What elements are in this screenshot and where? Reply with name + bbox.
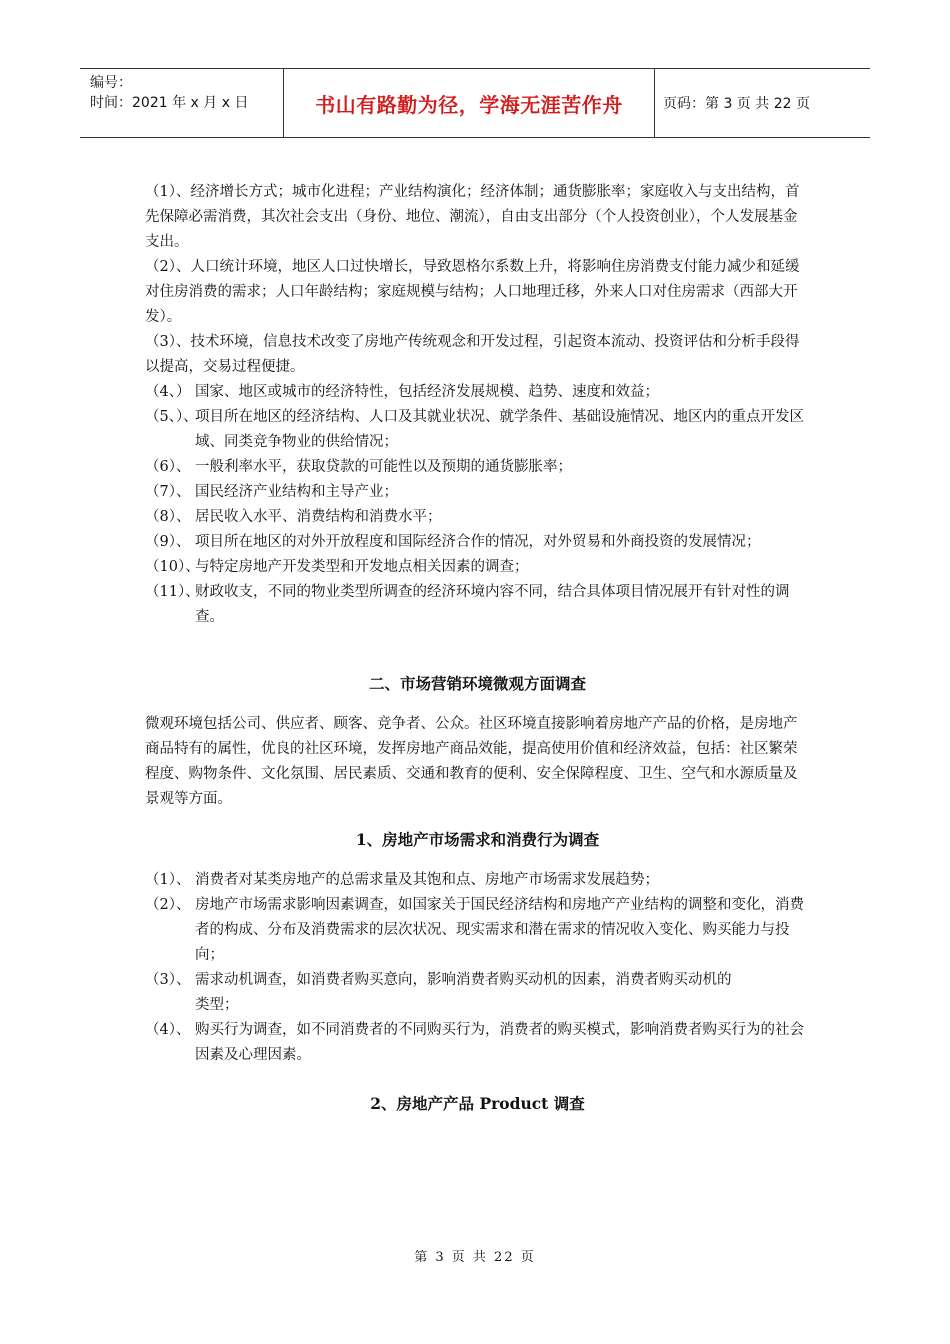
list-item-number: （7）、: [145, 484, 191, 500]
list-item: [145, 380, 810, 405]
list-item-number: （11）、: [145, 584, 200, 600]
list-item: [145, 530, 810, 555]
list-item-text: 一般利率水平，获取贷款的可能性以及预期的通货膨胀率；: [195, 459, 572, 475]
list-item: [145, 330, 810, 380]
header-motto: 书山有路勤为径，学海无涯苦作舟: [283, 69, 655, 137]
list-item: [145, 1018, 810, 1068]
header-meta: [80, 69, 283, 137]
list-item-text: 类型；: [195, 997, 239, 1013]
list-item-text: 国民经济产业结构和主导产业；: [195, 484, 398, 500]
list-item-text: 购买行为调查，如不同消费者的不同购买行为，消费者的购买模式，影响消费者购买行为的社会因素及心理因素。: [195, 1022, 804, 1063]
list-item: [145, 405, 810, 455]
document-number-label: 编号：: [90, 75, 132, 91]
list-item-number: （5、）、: [145, 409, 198, 425]
list-item: [145, 455, 810, 480]
list-item: [145, 968, 810, 993]
list-item-number: （1）、: [145, 872, 191, 888]
list-item: [145, 505, 810, 530]
header-page-info: 页码：第 3 页 共 22 页: [663, 96, 810, 112]
list-item-number: （2）、: [145, 897, 191, 913]
list-item-number: （3）、: [145, 972, 191, 988]
list-item: [145, 555, 810, 580]
list-item-number: （8）、: [145, 509, 191, 525]
list-item: [145, 180, 810, 255]
list-item-text: 需求动机调查，如消费者购买意向，影响消费者购买动机的因素，消费者购买动机的: [195, 972, 732, 988]
list-item: [145, 893, 810, 968]
list-item-number: （10）、: [145, 559, 200, 575]
list-item-number: （6）、: [145, 459, 191, 475]
list-item-text: （3）、技术环境，信息技术改变了房地产传统观念和开发过程，引起资本流动、投资评估和分析手段得以提高，交易过程便捷。: [145, 334, 800, 375]
section-heading-product: 2、房地产产品 Product 调查: [370, 1094, 585, 1113]
list-item-text: 项目所在地区的对外开放程度和国际经济合作的情况，对外贸易和外商投资的发展情况；: [195, 534, 761, 550]
page-footer: 第 3 页 共 22 页: [414, 1250, 536, 1265]
list-item-text: 房地产市场需求影响因素调查，如国家关于国民经济结构和房地产产业结构的调整和变化，消费者的构成、分布及消费需求的层次状况、现实需求和潜在需求的情况收入变化、购买能力与投向；: [195, 897, 804, 963]
section-heading-demand: 1、房地产市场需求和消费行为调查: [355, 830, 600, 849]
list-item: [145, 480, 810, 505]
section-heading-microenvironment: 二、市场营销环境微观方面调查: [368, 674, 586, 693]
list-item-text: 国家、地区或城市的经济特性，包括经济发展规模、趋势、速度和效益；: [195, 384, 659, 400]
list-item-number: [145, 993, 195, 1018]
list-item: [145, 255, 810, 330]
list-item: [145, 993, 810, 1018]
page-header: [80, 68, 870, 138]
list-item-number: （9）、: [145, 534, 191, 550]
document-date: 时间：2021 年 x 月 x 日: [90, 95, 249, 111]
list-item-text: （1）、经济增长方式；城市化进程；产业结构演化；经济体制；通货膨胀率；家庭收入与支出结构，首先保障必需消费，其次社会支出（身份、地位、潮流），自由支出部分（个人投资创业），个人发展基金支出。: [145, 184, 800, 250]
list-item-text: 居民收入水平、消费结构和消费水平；: [195, 509, 442, 525]
section-intro-paragraph: 微观环境包括公司、供应者、顾客、竞争者、公众。社区环境直接影响着房地产产品的价格，是房地产商品特有的属性，优良的社区环境，发挥房地产商品效能，提高使用价值和经济效益，包括：社区繁荣程度、购物条件、文化氛围、居民素质、交通和教育的便利、安全保障程度、卫生、空气和水源质量及景观等方面。: [145, 716, 798, 807]
list-item-text: 财政收支，不同的物业类型所调查的经济环境内容不同，结合具体项目情况展开有针对性的调查。: [195, 584, 790, 625]
list-item: [145, 868, 810, 893]
list-item-text: 消费者对某类房地产的总需求量及其饱和点、房地产市场需求发展趋势；: [195, 872, 659, 888]
document-body: [145, 180, 810, 1118]
list-item-text: （2）、人口统计环境，地区人口过快增长，导致恩格尔系数上升，将影响住房消费支付能力减少和延缓对住房消费的需求；人口年龄结构；家庭规模与结构；人口地理迁移，外来人口对住房需求（西部大开发）。: [145, 259, 800, 325]
list-item-text: 与特定房地产开发类型和开发地点相关因素的调查；: [195, 559, 529, 575]
list-item-text: 项目所在地区的经济结构、人口及其就业状况、就学条件、基础设施情况、地区内的重点开发区域、同类竞争物业的供给情况；: [195, 409, 804, 450]
list-item-number: （4、）: [145, 384, 191, 400]
list-item: [145, 580, 810, 630]
list-item-number: （4）、: [145, 1022, 191, 1038]
